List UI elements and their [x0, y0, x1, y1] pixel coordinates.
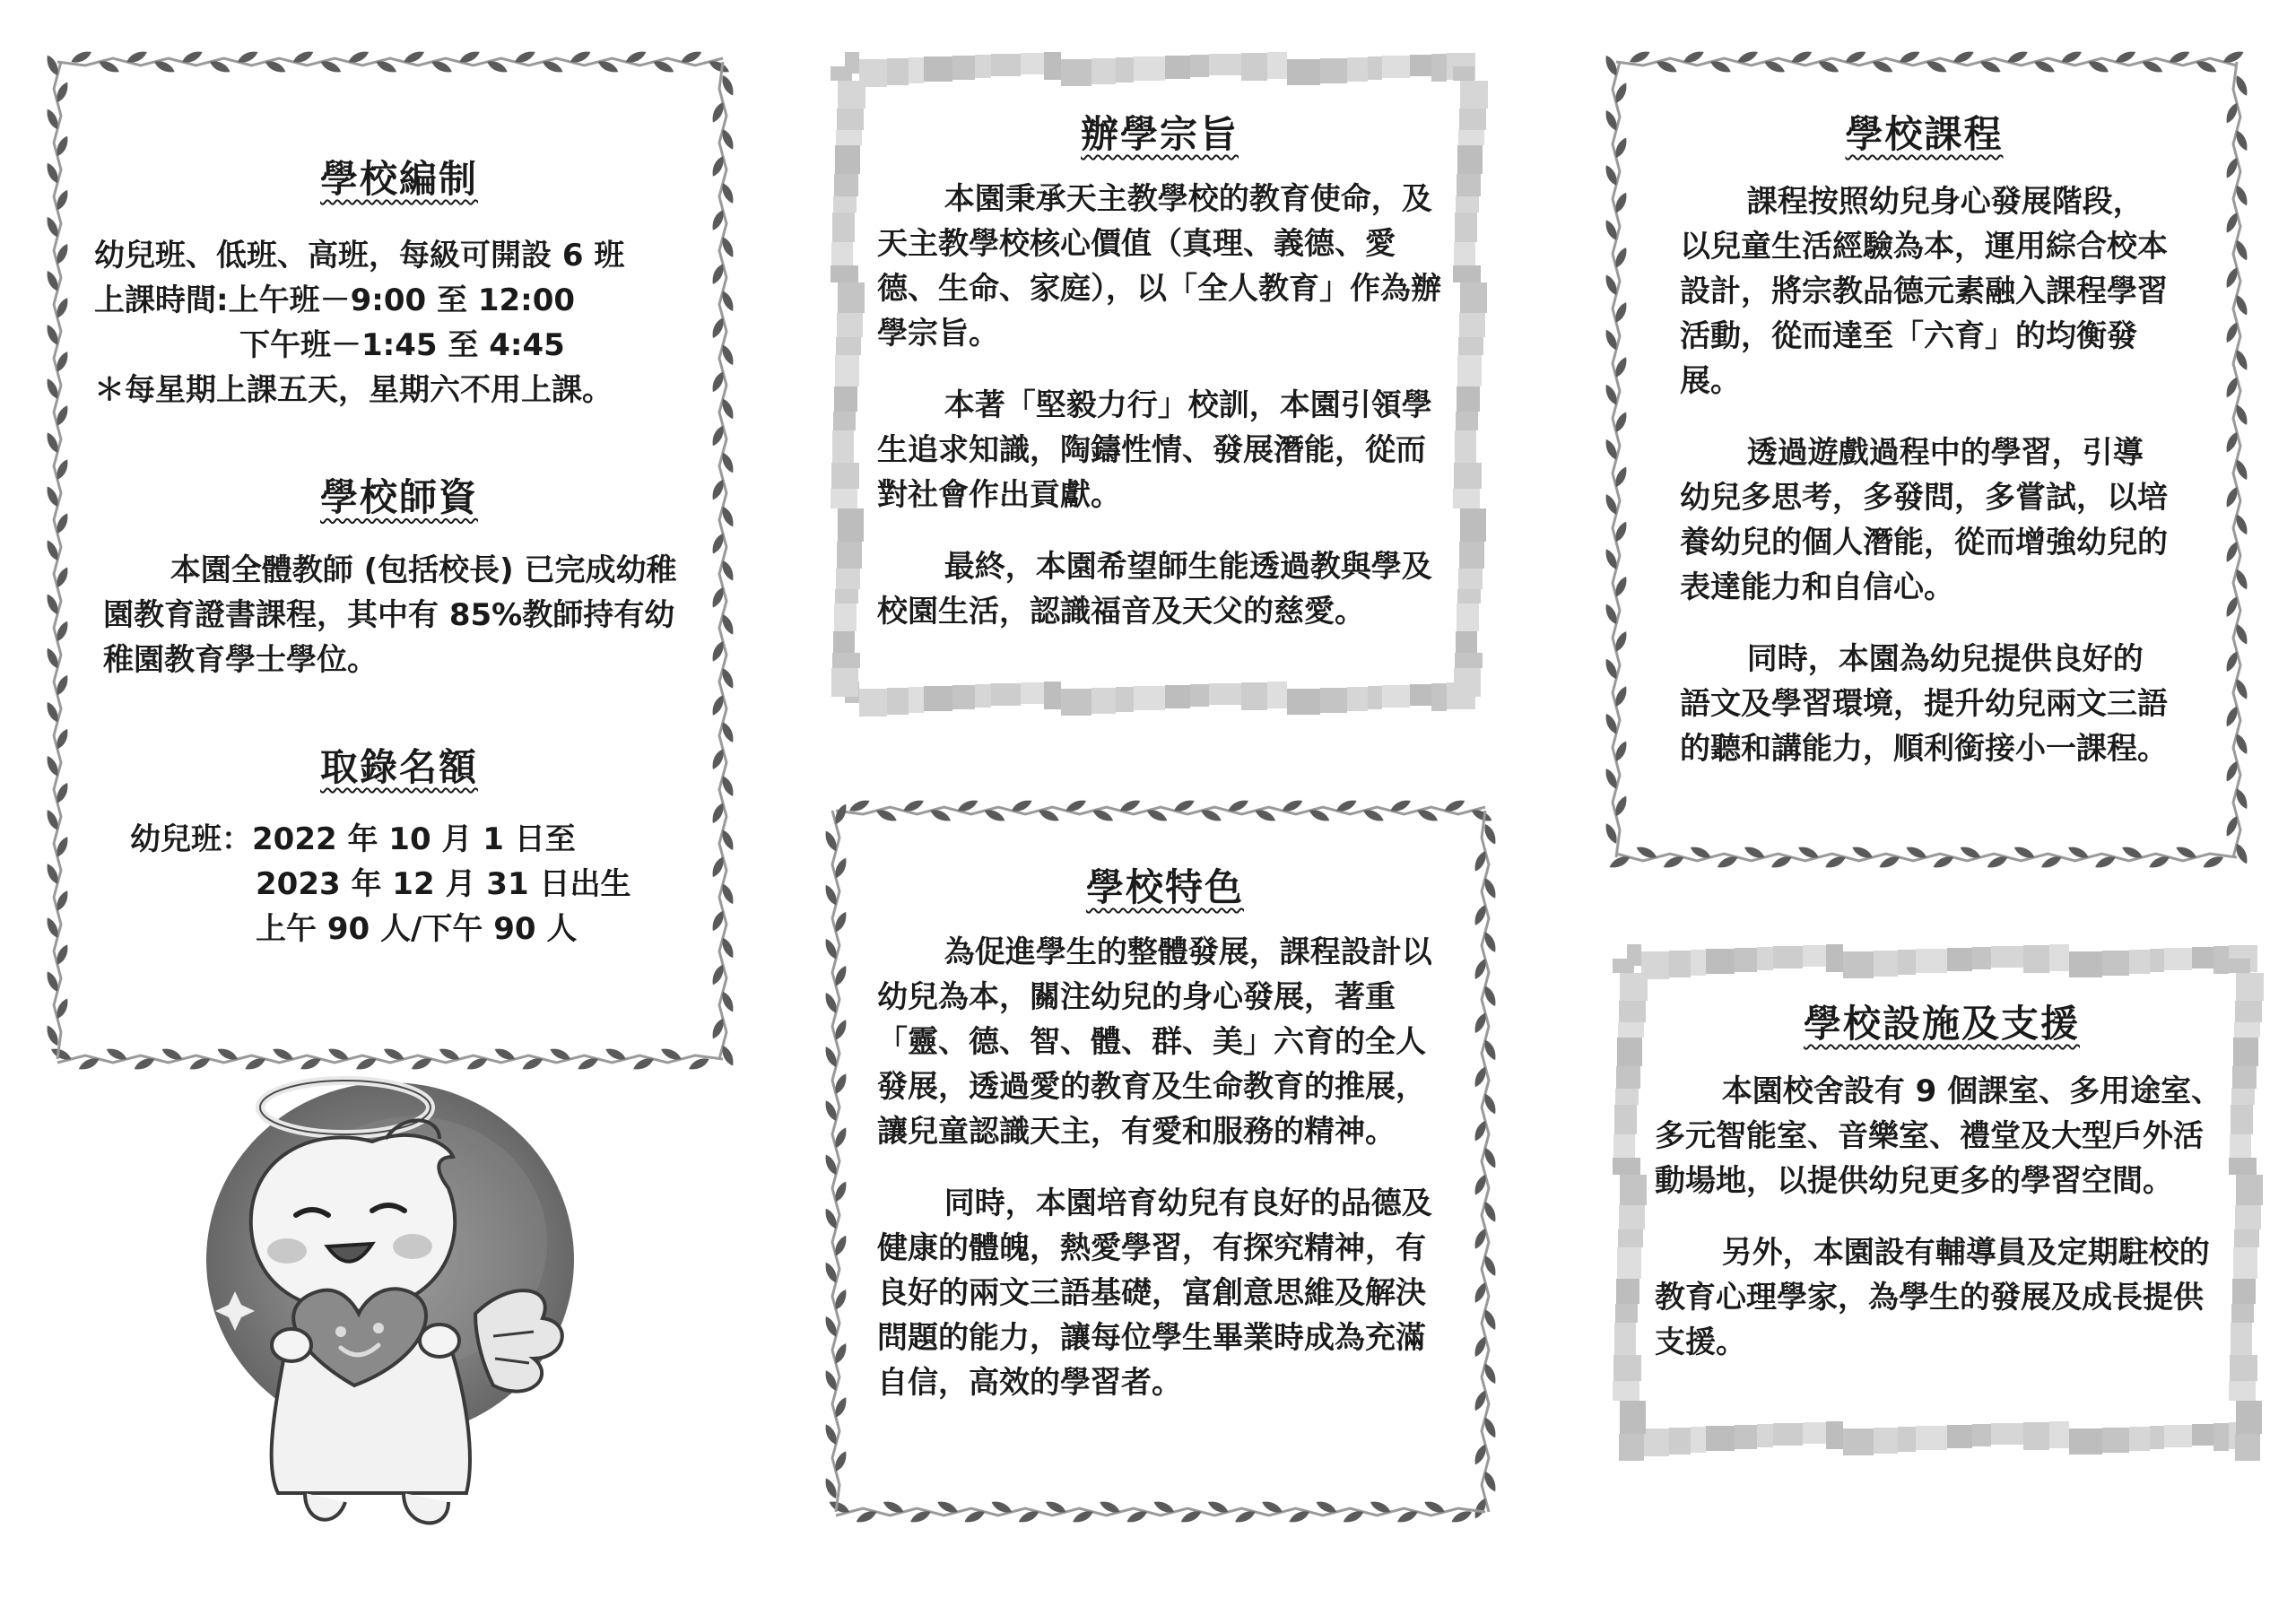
facilities-paragraph: 另外，本園設有輔導員及定期駐校的教育心理學家，為學生的發展及成長提供支援。: [1655, 1235, 2210, 1361]
system-line-days: ＊每星期上課五天，星期六不用上課。: [94, 372, 613, 409]
box-facilities: [1614, 946, 2256, 1448]
curriculum-paragraph: 透過遊戲過程中的學習，引導幼兒多思考，多發問，多嘗試，以培養幼兒的個人潛能，從而增強幼兒的表達能力和自信心。: [1680, 435, 2168, 606]
curriculum-paragraph: 同時，本園為幼兒提供良好的語文及學習環境，提升幼兒兩文三語的聽和講能力，順利銜接小一課程。: [1680, 641, 2168, 768]
section-title-quota: 取錄名額: [319, 744, 478, 789]
system-line-hours-pm: 下午班－1:45 至 4:45: [239, 327, 565, 364]
system-line-classes: 幼兒班、低班、高班，每級可開設 6 班: [94, 238, 625, 274]
facilities-paragraph: 本園校舍設有 9 個課室、多用途室、多元智能室、音樂室、禮堂及大型戶外活動場地，以提供幼兒更多的學習空間。: [1655, 1073, 2222, 1200]
features-paragraph: 為促進學生的整體發展，課程設計以幼兒為本，關注幼兒的身心發展，著重「靈、德、智、體、群、美」六育的全人發展，透過愛的教育及生命教育的推展，讓兒童認識天主，有愛和服務的精神。: [877, 934, 1432, 1151]
section-title-facilities: 學校設施及支援: [1803, 1002, 2080, 1046]
quota-line: 上午 90 人/下午 90 人: [256, 911, 578, 948]
box-school-info: [45, 49, 735, 1072]
box-curriculum: [1604, 49, 2249, 870]
section-title-curriculum: 學校課程: [1845, 112, 2004, 156]
teachers-paragraph: 本園全體教師 (包括校長) 已完成幼稚園教育證書課程，其中有 85%教師持有幼稚園教育學士學位。: [103, 551, 677, 678]
mission-paragraph: 最終，本園希望師生能透過教與學及校園生活，認識福音及天父的慈愛。: [877, 549, 1432, 630]
mission-paragraph: 本著「堅毅力行」校訓，本園引領學生追求知識，陶鑄性情、發展潛能，從而對社會作出貢獻。: [877, 387, 1432, 514]
system-line-hours-am: 上課時間:上午班－9:00 至 12:00: [94, 282, 576, 319]
section-title-teachers: 學校師資: [319, 475, 478, 520]
features-paragraph: 同時，本園培育幼兒有良好的品德及健康的體魄，熱愛學習，有探究精神，有良好的兩文三語基礎，富創意思維及解決問題的能力，讓每位學生畢業時成為充滿自信，高效的學習者。: [877, 1185, 1432, 1402]
section-title-features: 學校特色: [1085, 865, 1244, 909]
angel-with-heart: [179, 1072, 592, 1556]
mission-paragraph: 本園秉承天主教學校的教育使命，及天主教學校核心價值（真理、義德、愛德、生命、家庭），以「全人教育」作為辦學宗旨。: [877, 181, 1441, 352]
curriculum-paragraph: 課程按照幼兒身心發展階段，以兒童生活經驗為本，運用綜合校本設計，將宗教品德元素融入課程學習活動，從而達至「六育」的均衡發展。: [1680, 184, 2168, 400]
quota-line: 2023 年 12 月 31 日出生: [256, 866, 631, 903]
section-title-mission: 辦學宗旨: [1080, 112, 1239, 156]
section-title-system: 學校編制: [319, 157, 478, 201]
box-features: [823, 798, 1498, 1524]
quota-label: 幼兒班：: [130, 821, 252, 858]
box-mission: [832, 54, 1480, 708]
quota-line: 2022 年 10 月 1 日至: [252, 821, 576, 858]
